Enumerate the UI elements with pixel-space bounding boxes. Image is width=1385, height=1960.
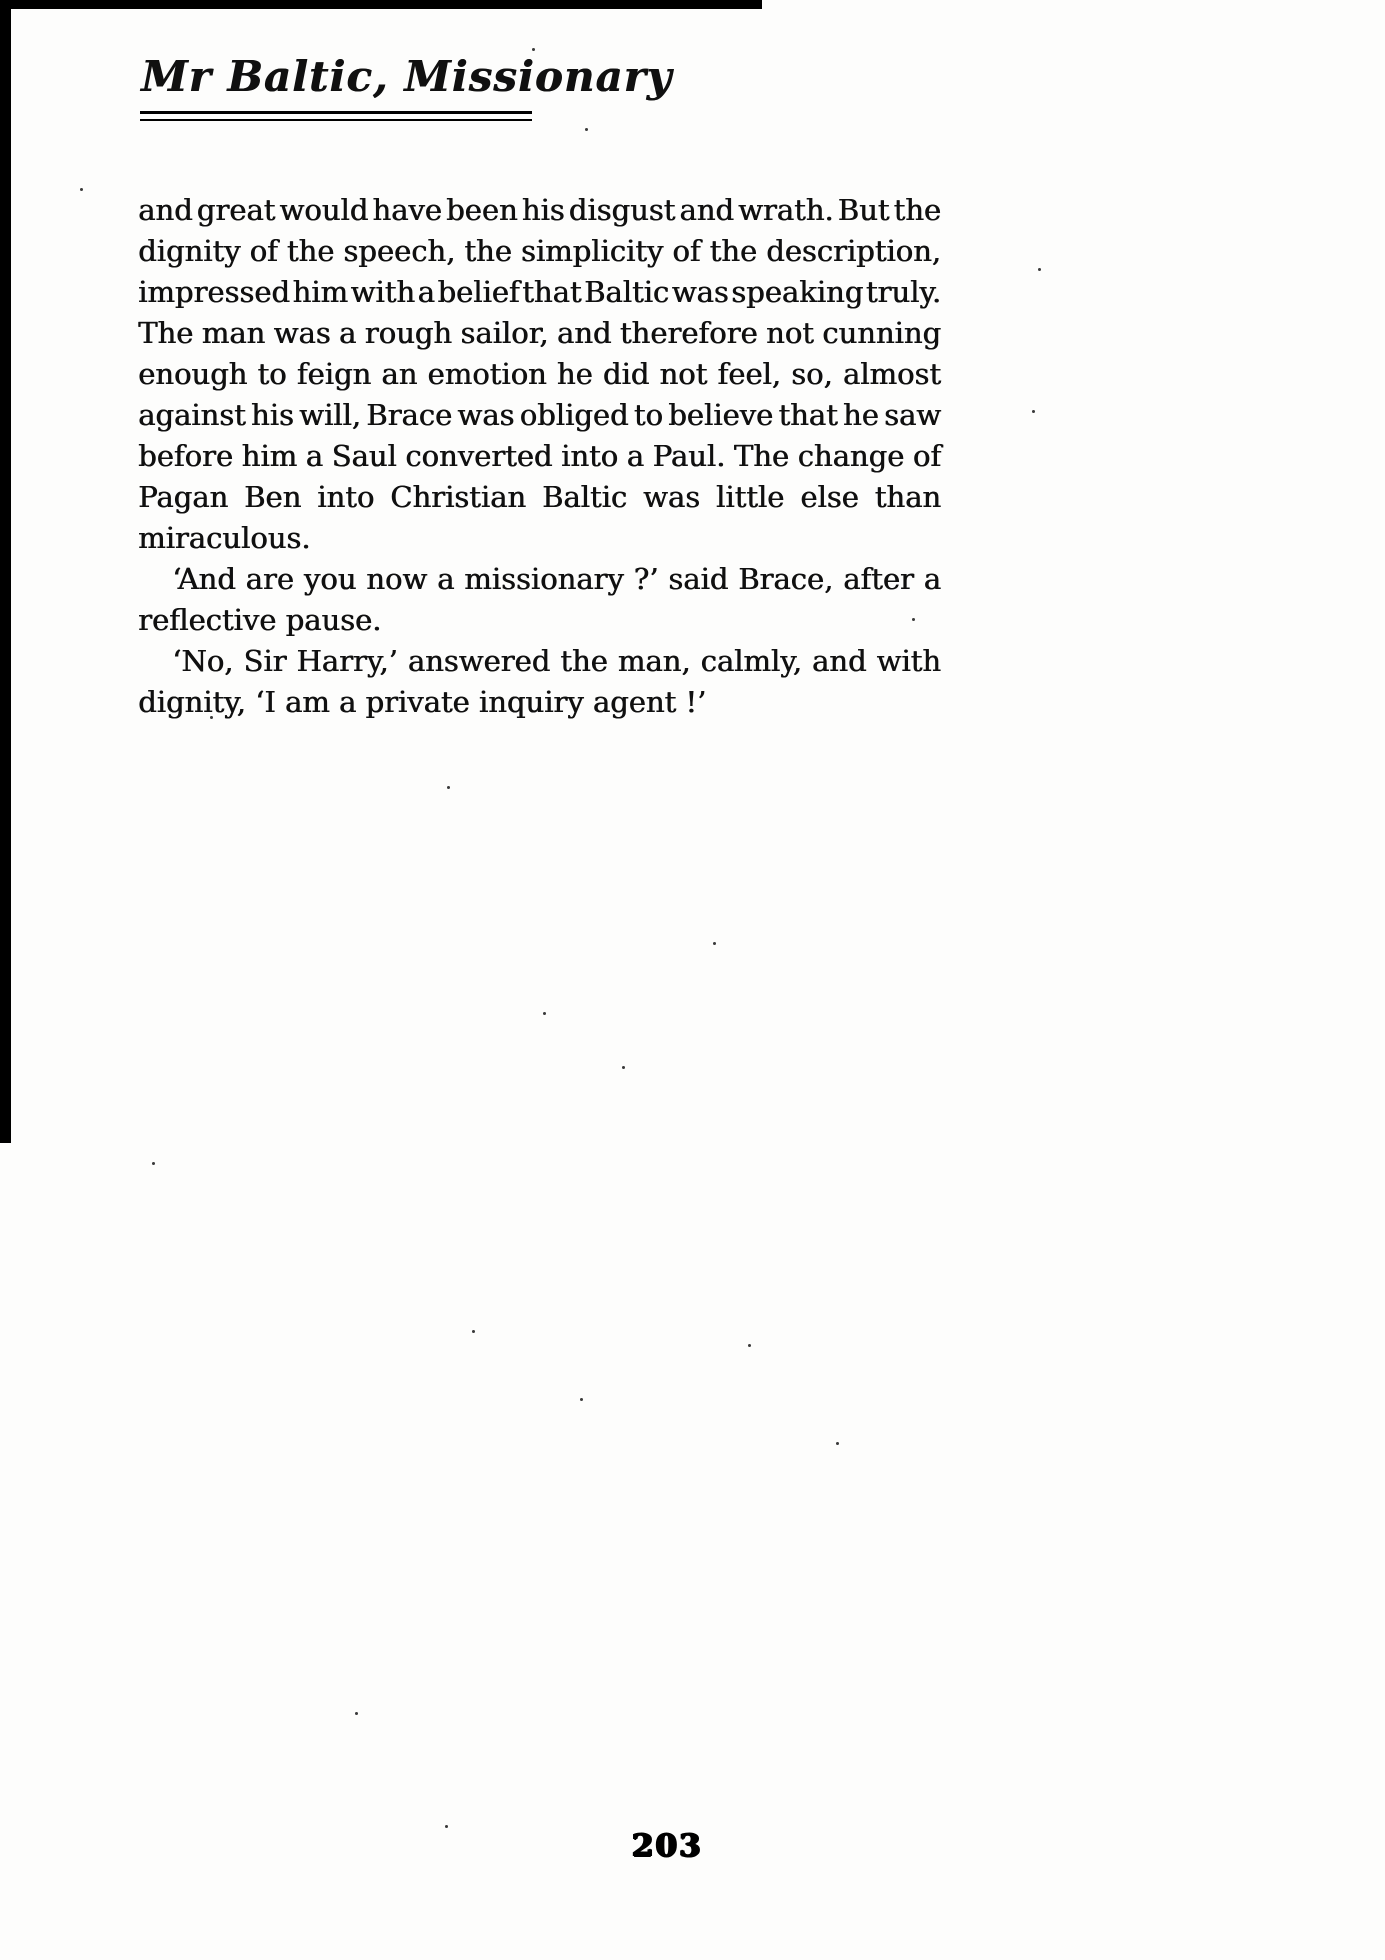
scan-speck <box>80 188 83 191</box>
paragraph <box>138 190 941 559</box>
scan-speck <box>1032 410 1035 413</box>
text-line: The man was a rough sailor, and therefore not cunning <box>138 316 941 350</box>
scan-speck <box>355 1712 358 1715</box>
paragraph <box>138 641 941 723</box>
text-line: ‘No, Sir Harry,’ answered the man, calmly, and with <box>172 644 941 678</box>
text-line: dignity, ‘I am a private inquiry agent !’ <box>138 685 707 719</box>
scan-speck <box>585 128 588 131</box>
title-rule <box>140 111 532 121</box>
text-line: reflective pause. <box>138 603 382 637</box>
text-line: dignity of the speech, the simplicity of the description, <box>138 234 941 268</box>
text-line: ‘And are you now a missionary ?’ said Brace, after a <box>172 562 941 596</box>
scan-speck <box>836 1442 839 1445</box>
text-line: miraculous. <box>138 521 311 555</box>
text-line: against his will, Brace was obliged to believe that he saw <box>138 398 941 432</box>
scan-speck <box>748 1344 751 1347</box>
scan-artifact-top-bar <box>0 0 762 9</box>
text-line: enough to feign an emotion he did not feel, so, almost <box>138 357 941 391</box>
body-text <box>138 190 941 723</box>
scan-artifact-left-bar <box>0 0 11 1143</box>
scan-speck <box>580 1398 583 1401</box>
text-line: Pagan Ben into Christian Baltic was little else than <box>138 480 941 514</box>
scan-speck <box>472 1330 475 1333</box>
scan-speck <box>1038 268 1041 271</box>
chapter-title: Mr Baltic, Missionary <box>141 52 673 101</box>
scan-speck <box>152 1162 155 1165</box>
scan-speck <box>543 1012 546 1015</box>
scan-speck <box>532 48 535 51</box>
text-line: impressed him with a belief that Baltic was speaking truly. <box>138 275 941 309</box>
text-line: and great would have been his disgust and wrath. But the <box>138 193 941 227</box>
scan-speck <box>713 942 716 945</box>
scan-speck <box>445 1825 448 1828</box>
scan-speck <box>622 1066 625 1069</box>
page-number: 203 <box>632 1828 703 1864</box>
text-line: before him a Saul converted into a Paul. The change of <box>138 439 941 473</box>
paragraph <box>138 559 941 641</box>
scan-speck <box>447 786 450 789</box>
